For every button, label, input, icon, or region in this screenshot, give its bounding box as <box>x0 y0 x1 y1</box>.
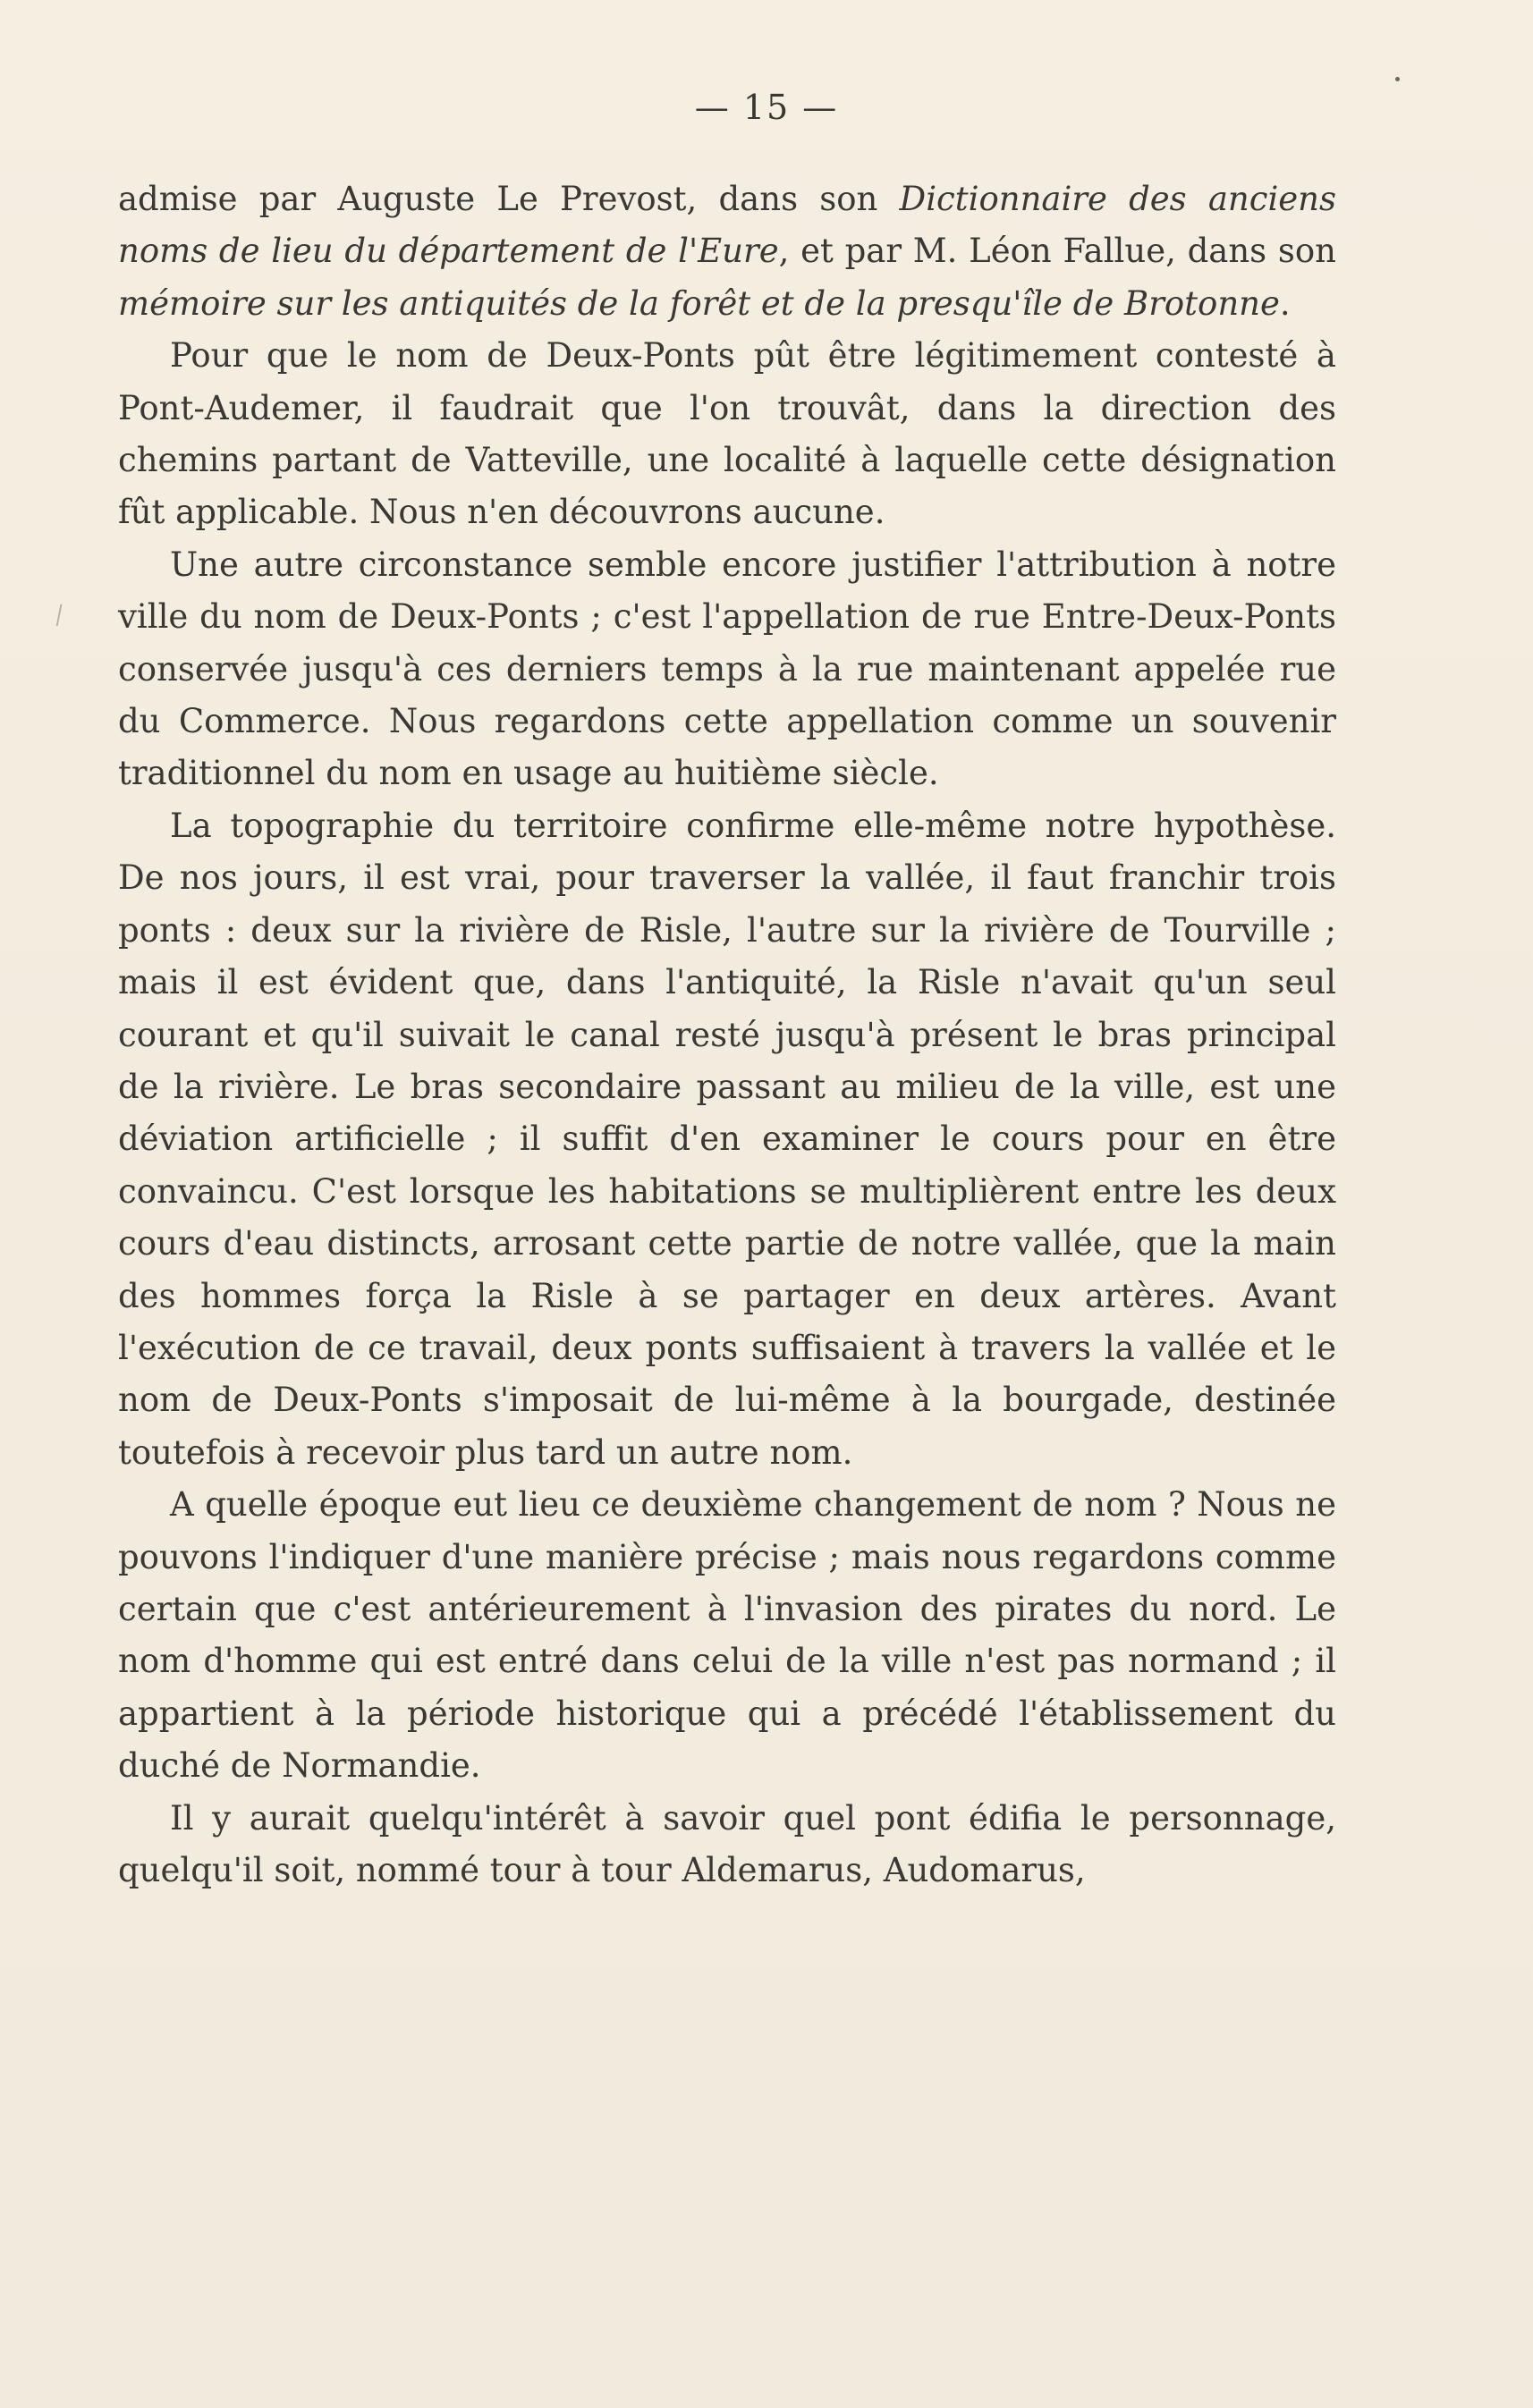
italic-title: Dictionnaire des anciens noms de lieu du département de l'Eure <box>118 180 1336 271</box>
text-run: A quelle époque eut lieu ce deuxième changement de nom ? Nous ne pouvons l'indiquer d'une manière précise ; mais nous regardons comme certain que c'est antérieurement à l'invasion des pirates du nord. Le nom d'homme qui est entré dans celui de la ville n'est pas normand ; il appartient à la période historique qui a précédé l'établissement du duché de Normandie. <box>118 1485 1336 1786</box>
text-run: Pour que le nom de Deux-Ponts pût être légitimement contesté à Pont-Audemer, il faudrait que l'on trouvât, dans la direction des chemins partant de Vatteville, une localité à laquelle cette désignation fût applicable. Nous n'en découvrons aucune. <box>118 336 1336 532</box>
margin-pencil-mark: ⁄ <box>52 601 67 630</box>
page-number: — 15 — <box>694 88 839 127</box>
text-run: Il y aurait quelqu'intérêt à savoir quel pont édifia le personnage, quelqu'il soit, nommé tour à tour Aldemarus, Audomarus, <box>118 1798 1336 1889</box>
paragraph <box>118 1479 1336 1792</box>
speck-dot <box>1395 77 1400 81</box>
paragraph <box>118 539 1336 800</box>
paragraph <box>118 330 1336 539</box>
text-run: admise par Auguste Le Prevost, dans son <box>118 180 900 218</box>
text-run: La topographie du territoire confirme elle-même notre hypothèse. De nos jours, il est vrai, pour traverser la vallée, il faut franchir trois ponts : deux sur la rivière de Risle, l'autre sur la rivière de Tourville ; mais il est évident que, dans l'antiquité, la Risle n'avait qu'un seul courant et qu'il suivait le canal resté jusqu'à présent le bras principal de la rivière. Le bras secondaire passant au milieu de la ville, est une déviation artificielle ; il suffit d'en examiner le cours pour en être convaincu. C'est lorsque les habitations se multiplièrent entre les deux cours d'eau distincts, arrosant cette partie de notre vallée, que la main des hommes força la Risle à se partager en deux artères. Avant l'exécution de ce travail, deux ponts suffisaient à travers la vallée et le nom de Deux-Ponts s'imposait de lui-même à la bourgade, destinée toutefois à recevoir plus tard un autre nom. <box>118 806 1336 1472</box>
italic-title: mémoire sur les antiquités de la forêt et de la presqu'île de Brotonne <box>118 283 1280 323</box>
text-run: Une autre circonstance semble encore justifier l'attribution à notre ville du nom de Deux-Ponts ; c'est l'appellation de rue Entre-Deux-Ponts conservée jusqu'à ces derniers temps à la rue maintenant appelée rue du Commerce. Nous regardons cette appellation comme un souvenir traditionnel du nom en usage au huitième siècle. <box>118 545 1336 793</box>
text-run: , et par M. Léon Fallue, dans son <box>778 232 1336 271</box>
paragraph <box>118 800 1336 1479</box>
paragraph <box>118 1793 1336 1897</box>
paragraph <box>118 173 1336 330</box>
text-run: . <box>1279 283 1291 323</box>
body-text <box>118 173 1336 1897</box>
